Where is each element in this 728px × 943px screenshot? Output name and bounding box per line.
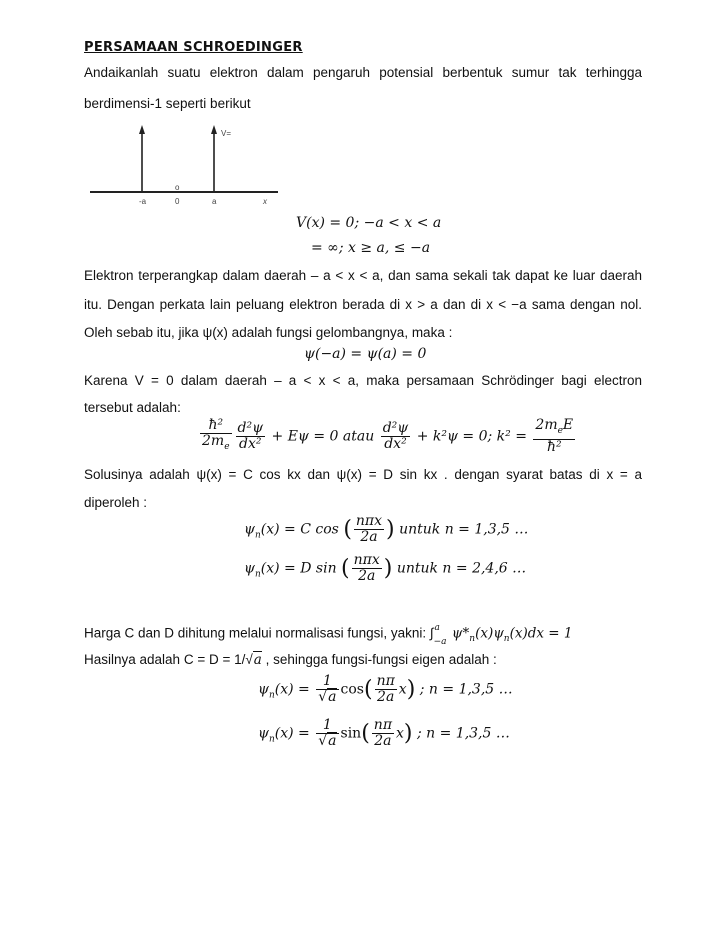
para2-line-2: tersebut adalah:: [84, 400, 181, 415]
para1-line-2: itu. Dengan perkata lain peluang elektron berada di x > a dan di x < −a sama dengan nol.: [84, 297, 642, 312]
tick-x: x: [263, 197, 267, 206]
result-line: Hasilnya adalah C = D = 1/√a , sehingga fungsi-fungsi eigen adalah :: [84, 652, 497, 668]
para1-line-3: Oleh sebab itu, jika ψ(x) adalah fungsi gelombangnya, maka :: [84, 325, 453, 340]
origin-marker: o: [175, 183, 180, 192]
infinite-well-diagram: [86, 120, 286, 212]
potential-line-2: = ∞; x ≥ a, ≤ −a: [311, 240, 431, 256]
para2-line-1: Karena V = 0 dalam daerah – a < x < a, maka persamaan Schrödinger bagi electron: [84, 373, 642, 388]
left-wall-arrow: [139, 125, 145, 134]
right-wall-arrow: [211, 125, 217, 134]
potential-line-1: V(x) = 0; −a < x < a: [296, 215, 442, 231]
v-label: V=: [221, 129, 232, 138]
intro-line-1: Andaikanlah suatu elektron dalam pengaruh potensial berbentuk sumur tak terhingga: [84, 65, 642, 80]
para3-line-1: Solusinya adalah ψ(x) = C cos kx dan ψ(x) = D sin kx . dengan syarat batas di x = a: [84, 467, 642, 482]
page-title: PERSAMAAN SCHROEDINGER: [84, 40, 303, 55]
para1-line-1: Elektron terperangkap dalam daerah – a < x < a, dan sama sekali tak dapat ke luar daerah: [84, 268, 642, 283]
boundary-equation: ψ(−a) = ψ(a) = 0: [304, 346, 427, 362]
para3-line-2: diperoleh :: [84, 495, 148, 510]
sin-solution: $\psi_n(x) = D$ sin ( $\frac{\text{nπx}}{2a}$ ) untuk n = 2,4,6 …: [244, 552, 527, 584]
normalization-line: Harga C dan D dihitung melalui normalisasi fungsi, yakni: $\int_{-a}^a$ $\psi*_n(x)\psi_n(x)dx = 1$: [84, 623, 573, 648]
cos-solution: $\psi_n(x) = C$ cos ( $\frac{\text{nπx}}{2a}$ ) untuk n = 1,3,5 …: [244, 513, 529, 545]
tick-a: a: [212, 197, 217, 206]
intro-line-2: berdimensi-1 seperti berikut: [84, 96, 251, 111]
eigenfunction-cos: $\psi_n(x)$ = $\frac{1}{√a}$ cos( $\frac{n\pi}{2a}$ x) ; n = 1,3,5 …: [258, 673, 513, 705]
schrodinger-equation: $\frac{\text{ħ²}}{2m_e}$ $\frac{\text{d²ψ}}{\text{dx²}}$ + Eψ = 0 atau $\frac{\text{d²ψ}}{\text{dx²}}$ + k²ψ = 0; k² = $\frac{2m_eE}{\text{ħ²}}$: [202, 417, 574, 455]
tick-zero: 0: [175, 197, 180, 206]
tick-neg-a: -a: [139, 197, 147, 206]
eigenfunction-sin: $\psi_n(x)$ = $\frac{1}{√a}$ sin( $\frac{n\pi}{2a}$ x) ; n = 1,3,5 …: [258, 717, 510, 749]
